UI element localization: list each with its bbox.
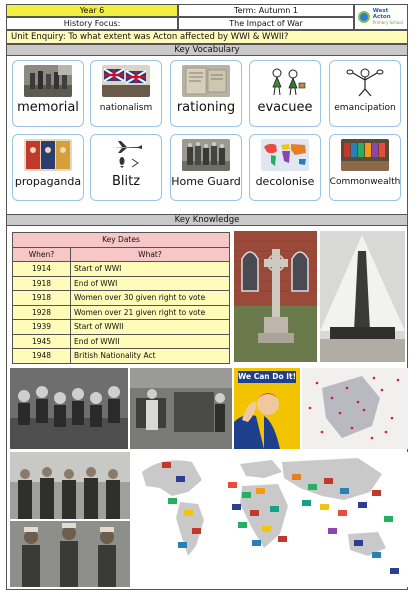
school-logo [354, 4, 408, 30]
date-what: End of WWI [71, 276, 230, 291]
date-what: British Nationality Act [71, 349, 230, 364]
col-what: What? [71, 247, 230, 262]
vocab-card-rationing [170, 60, 242, 127]
date-what: Women over 30 given right to vote [71, 291, 230, 306]
bomb-map-photo [302, 368, 408, 449]
date-when: 1945 [13, 334, 71, 349]
date-what: Start of WWII [71, 320, 230, 335]
date-what: Women over 21 given right to vote [71, 305, 230, 320]
vocab-card-memorial [12, 60, 84, 127]
vocab-word: evacuee [257, 100, 313, 115]
independence-world-map [132, 452, 408, 587]
term-cell: Term: Autumn 1 [178, 4, 354, 17]
date-what: Start of WWI [71, 262, 230, 277]
vocab-word: memorial [17, 100, 79, 115]
evacuee-children-photo [10, 368, 128, 449]
school-badge-icon [358, 11, 370, 23]
broken-chains-drawing-icon [341, 65, 389, 97]
logo-name: West Acton [372, 8, 391, 20]
ration-book-photo-icon [182, 65, 230, 97]
vocab-card-propaganda [12, 134, 84, 201]
church-memorial-photo [234, 231, 317, 362]
key-vocabulary-heading: Key Vocabulary [6, 44, 408, 56]
unit-enquiry: Unit Enquiry: To what extent was Acton affected by WWI & WWII? [6, 30, 408, 44]
vocab-word: Blitz [111, 174, 141, 189]
year-cell: Year 6 [6, 4, 178, 17]
evacuee-drawing-icon [261, 65, 309, 97]
topic-cell: The Impact of War [178, 17, 354, 30]
home-guard-photo-icon [182, 139, 230, 171]
vocab-card-emancipation [329, 60, 401, 127]
vocab-word: propaganda [14, 175, 82, 188]
vocab-card-commonwealth [329, 134, 401, 201]
table-row [13, 305, 230, 320]
women-soldiers-photo [10, 452, 130, 519]
poster-text: We Can Do It! [238, 372, 297, 381]
date-when: 1948 [13, 349, 71, 364]
table-row [13, 291, 230, 306]
table-row [13, 262, 230, 277]
vocab-card-home-guard [170, 134, 242, 201]
union-flags-photo-icon [102, 65, 150, 97]
poster-photo-icon [24, 139, 72, 171]
obelisk-memorial-photo [320, 231, 405, 362]
date-what: End of WWII [71, 334, 230, 349]
date-when: 1918 [13, 276, 71, 291]
world-map-colour-icon [261, 139, 309, 171]
vocab-word: rationing [176, 100, 236, 115]
vocab-card-evacuee [249, 60, 321, 127]
date-when: 1918 [13, 291, 71, 306]
vocab-word: nationalism [99, 103, 153, 113]
vocab-word: emancipation [334, 103, 396, 113]
table-row [13, 320, 230, 335]
flags-hall-photo-icon [341, 139, 389, 171]
vocab-word: decolonise [255, 175, 315, 188]
logo-sub: Primary School [372, 20, 403, 25]
vocab-card-decolonise [249, 134, 321, 201]
vocab-word: Home Guard [171, 175, 241, 188]
indian-soldiers-photo [10, 521, 130, 587]
table-row [13, 276, 230, 291]
plane-bomb-drawing-icon [102, 139, 150, 171]
date-when: 1914 [13, 262, 71, 277]
memorial-photo-icon [24, 65, 72, 97]
table-row [13, 334, 230, 349]
key-knowledge-heading: Key Knowledge [6, 214, 408, 226]
col-when: When? [13, 247, 71, 262]
key-dates-title: Key Dates [13, 233, 230, 248]
key-dates-table [12, 232, 230, 364]
vocab-card-nationalism [90, 60, 162, 127]
table-row [13, 349, 230, 364]
we-can-do-it-poster [234, 368, 300, 449]
history-focus-cell: History Focus: [6, 17, 178, 30]
rosie-figure-icon [234, 382, 300, 449]
factory-workers-photo [130, 368, 232, 449]
date-when: 1939 [13, 320, 71, 335]
vocab-word: Commonwealth [329, 177, 401, 187]
vocab-card-blitz [90, 134, 162, 201]
date-when: 1928 [13, 305, 71, 320]
